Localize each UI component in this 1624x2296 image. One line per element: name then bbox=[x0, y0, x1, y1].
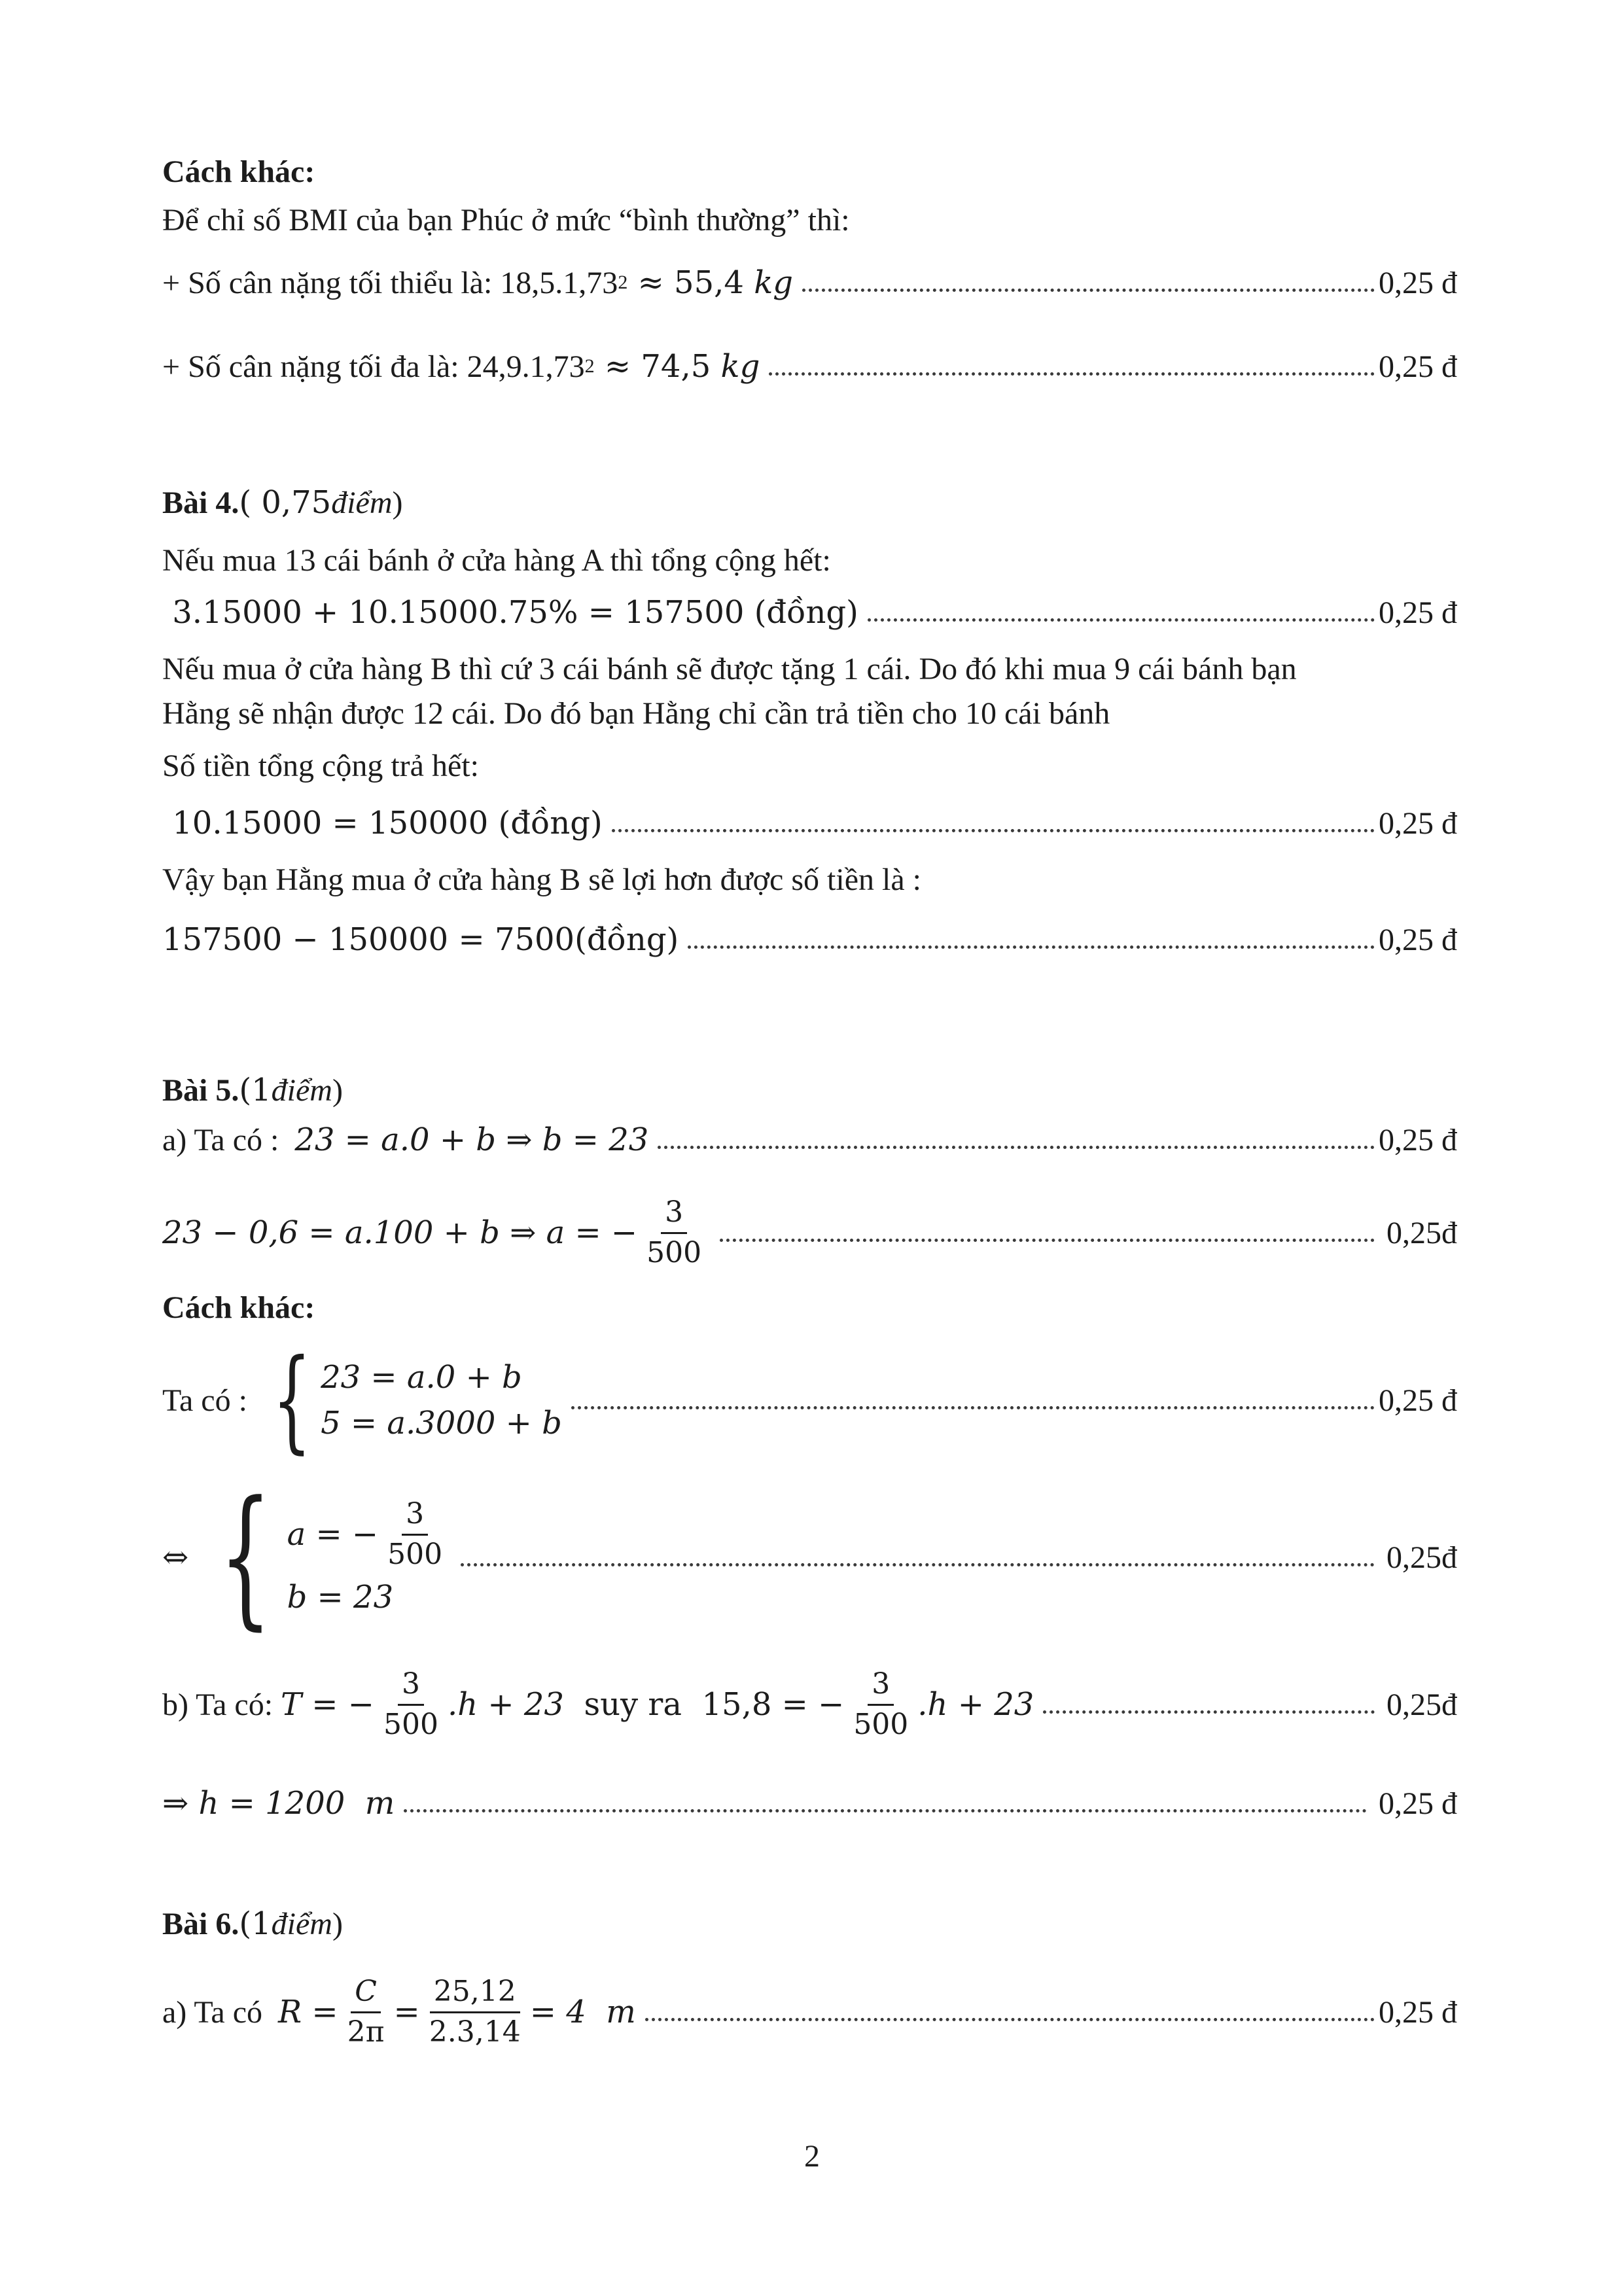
page-number: 2 bbox=[804, 2139, 820, 2174]
exercise-4-line-3: Nếu mua ở cửa hàng B thì cứ 3 cái bánh sẽ được tặng 1 cái. Do đó khi mua 9 cái bánh bạn bbox=[162, 651, 1297, 686]
system-solution: ⇔ { a = − $\frac{3}{500}$ b = 23 bbox=[162, 1482, 451, 1633]
score-label: 0,25 đ bbox=[1379, 349, 1457, 384]
score-label: 0,25đ bbox=[1379, 1215, 1457, 1250]
leader-dots bbox=[612, 829, 1375, 832]
part-b-result: ⇒ h = 1200 m bbox=[162, 1785, 395, 1822]
calc-shop-b: 10.15000 = 150000 (đồng) bbox=[162, 805, 603, 841]
part-a-equation: a) Ta có : 23 = a.0 + b ⇒ b = 23 bbox=[162, 1122, 649, 1158]
part-b-equation: b) Ta có: T = − $\frac{3}{500}$ .h + 23 suy ra 15,8 = − $\frac{3}{500}$ .h + 23 bbox=[162, 1667, 1034, 1741]
exercise-5-system-1 bbox=[162, 1335, 1457, 1465]
exercise-4-line-4: Hằng sẽ nhận được 12 cái. Do đó bạn Hằng chỉ cần trả tiền cho 10 cái bánh bbox=[162, 696, 1110, 731]
exercise-4-line-1: Nếu mua 13 cái bánh ở cửa hàng A thì tổng cộng hết: bbox=[162, 542, 831, 578]
bmi-intro-line: Để chỉ số BMI của bạn Phúc ở mức “bình thường” thì: bbox=[162, 202, 850, 238]
leader-dots bbox=[688, 945, 1375, 949]
alt-method-heading-1: Cách khác: bbox=[162, 154, 315, 189]
brace-icon: { bbox=[219, 1470, 272, 1644]
system-equations: Ta có : { 23 = a.0 + b 5 = a.3000 + b bbox=[162, 1335, 562, 1465]
score-label: 0,25 đ bbox=[1379, 1383, 1457, 1418]
alt-method-heading-2: Cách khác: bbox=[162, 1290, 315, 1325]
exercise-5-a-line-1 bbox=[162, 1114, 1457, 1166]
part-a-solution: 23 − 0,6 = a.100 + b ⇒ a = − $\frac{3}{500}$ bbox=[162, 1197, 711, 1267]
score-label: 0,25 đ bbox=[1379, 1994, 1457, 2030]
bmi-min-expression: + Số cân nặng tối thiểu là: 18,5.1,73 2 ≈ 55,4 kg bbox=[162, 264, 793, 301]
fraction: $\frac{3}{500}$ bbox=[646, 1195, 702, 1269]
score-label: 0,25 đ bbox=[1379, 805, 1457, 841]
score-label: 0,25đ bbox=[1379, 1540, 1457, 1575]
exercise-4-line-7: Vậy bạn Hằng mua ở cửa hàng B sẽ lợi hơn được số tiền là : bbox=[162, 862, 921, 897]
fraction: $\frac{3}{500}$ bbox=[853, 1667, 909, 1741]
exercise-5-b-line-2 bbox=[162, 1777, 1457, 1829]
bmi-min-line bbox=[162, 256, 1457, 309]
exercise-6-a-line bbox=[162, 1969, 1457, 2055]
score-label: 0,25 đ bbox=[1379, 595, 1457, 630]
exercise-5-b-line-1 bbox=[162, 1662, 1457, 1747]
exercise-5-system-2 bbox=[162, 1470, 1457, 1644]
bmi-max-line bbox=[162, 340, 1457, 393]
exercise-6-title: Bài 6. (1 điểm ) bbox=[162, 1905, 343, 1942]
score-label: 0,25 đ bbox=[1371, 1786, 1457, 1821]
calc-shop-a: 3.15000 + 10.15000.75% = 157500 (đồng) bbox=[162, 594, 858, 631]
exercise-4-line-6 bbox=[162, 797, 1457, 849]
part-a-radius: a) Ta có R = $\frac{C}{2\pi}$ = $\frac{25,12}{2.3,14}$ = 4 m bbox=[162, 1975, 636, 2049]
score-label: 0,25đ bbox=[1379, 1687, 1457, 1722]
bmi-max-expression: + Số cân nặng tối đa là: 24,9.1,73 2 ≈ 74,5 kg bbox=[162, 348, 760, 385]
fraction: $\frac{3}{500}$ bbox=[387, 1497, 443, 1571]
exercise-4-line-8 bbox=[162, 913, 1457, 966]
exercise-4-line-2 bbox=[162, 586, 1457, 639]
calc-difference: 157500 − 150000 = 7500(đồng) bbox=[162, 921, 679, 958]
leader-dots bbox=[571, 1406, 1375, 1409]
leader-dots bbox=[769, 372, 1375, 376]
exercise-4-title: Bài 4. ( 0,75 điểm ) bbox=[162, 484, 403, 521]
score-label: 0,25 đ bbox=[1379, 265, 1457, 300]
fraction: $\frac{C}{2\pi}$ bbox=[347, 1975, 385, 2049]
leader-dots bbox=[720, 1239, 1375, 1242]
leader-dots bbox=[868, 618, 1375, 622]
fraction: $\frac{3}{500}$ bbox=[383, 1667, 438, 1741]
exercise-5-title: Bài 5. (1 điểm ) bbox=[162, 1072, 343, 1108]
leader-dots bbox=[1043, 1710, 1375, 1714]
leader-dots bbox=[461, 1563, 1375, 1566]
score-label: 0,25 đ bbox=[1379, 1122, 1457, 1157]
exercise-5-a-line-2 bbox=[162, 1193, 1457, 1272]
leader-dots bbox=[645, 2018, 1375, 2021]
brace-icon: { bbox=[272, 1335, 311, 1465]
score-label: 0,25 đ bbox=[1379, 922, 1457, 957]
leader-dots bbox=[802, 289, 1375, 292]
fraction: $\frac{25,12}{2.3,14}$ bbox=[429, 1975, 521, 2049]
leader-dots bbox=[404, 1809, 1367, 1812]
exercise-4-line-5: Số tiền tổng cộng trả hết: bbox=[162, 748, 479, 783]
leader-dots bbox=[658, 1146, 1375, 1149]
